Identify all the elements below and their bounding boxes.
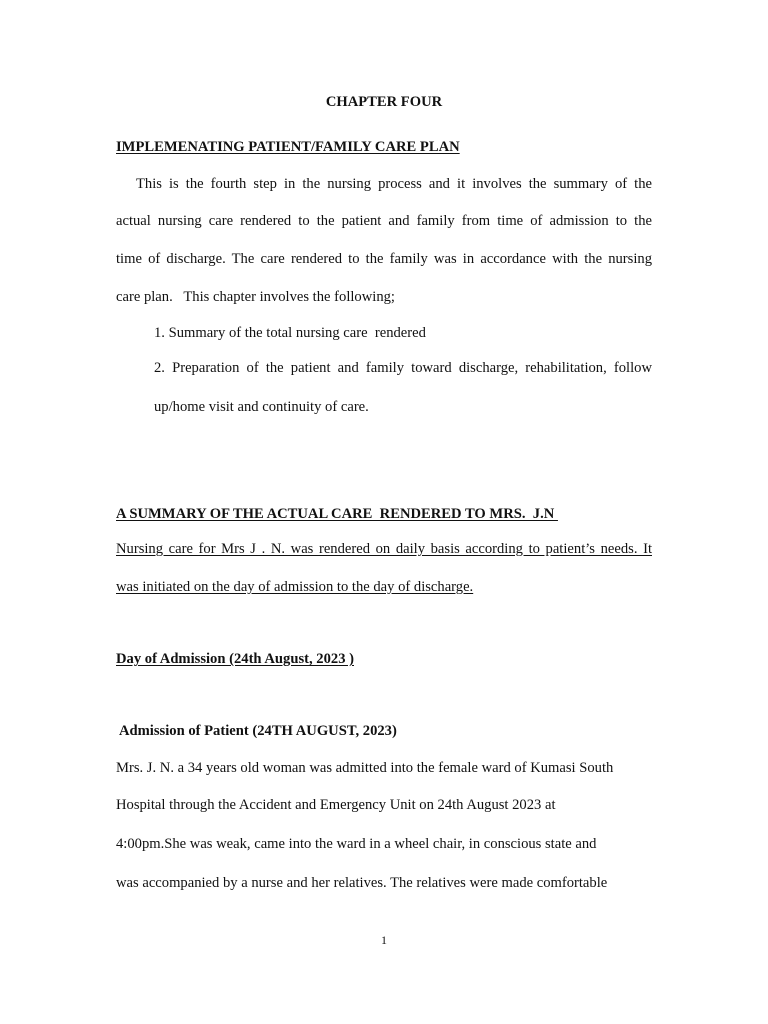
admission-line-1: Mrs. J. N. a 34 years old woman was admitted into the female ward of Kumasi South bbox=[116, 760, 614, 776]
chapter-title: CHAPTER FOUR bbox=[325, 94, 443, 110]
list-item-2: 2. Preparation of the patient and family toward discharge, rehabilitation, follow bbox=[154, 360, 652, 376]
admission-line-4: was accompanied by a nurse and her relatives. The relatives were made comfortable bbox=[116, 875, 608, 891]
day-of-admission-heading: Day of Admission (24th August, 2023 ) bbox=[116, 651, 354, 667]
intro-line-2: actual nursing care rendered to the patient and family from time of admission to the bbox=[116, 213, 652, 229]
summary-line-2: was initiated on the day of admission to the day of discharge. bbox=[116, 579, 474, 595]
admission-line-2: Hospital through the Accident and Emergency Unit on 24th August 2023 at bbox=[116, 797, 556, 813]
admission-heading: Admission of Patient (24TH AUGUST, 2023) bbox=[119, 723, 397, 739]
list-item-1: 1. Summary of the total nursing care rendered bbox=[154, 325, 426, 341]
list-item-2-continued: up/home visit and continuity of care. bbox=[154, 399, 369, 415]
intro-line-1: This is the fourth step in the nursing process and it involves the summary of the bbox=[136, 176, 652, 192]
page-number: 1 bbox=[381, 933, 387, 947]
admission-line-3: 4:00pm.She was weak, came into the ward in a wheel chair, in conscious state and bbox=[116, 836, 597, 852]
intro-line-4: care plan. This chapter involves the following; bbox=[116, 289, 395, 305]
summary-line-1: Nursing care for Mrs J . N. was rendered on daily basis according to patient’s needs. It bbox=[116, 541, 652, 557]
section-heading: IMPLEMENATING PATIENT/FAMILY CARE PLAN bbox=[116, 139, 460, 155]
summary-heading: A SUMMARY OF THE ACTUAL CARE RENDERED TO MRS. J.N bbox=[116, 506, 558, 522]
intro-line-3: time of discharge. The care rendered to the family was in accordance with the nursing bbox=[116, 251, 652, 267]
